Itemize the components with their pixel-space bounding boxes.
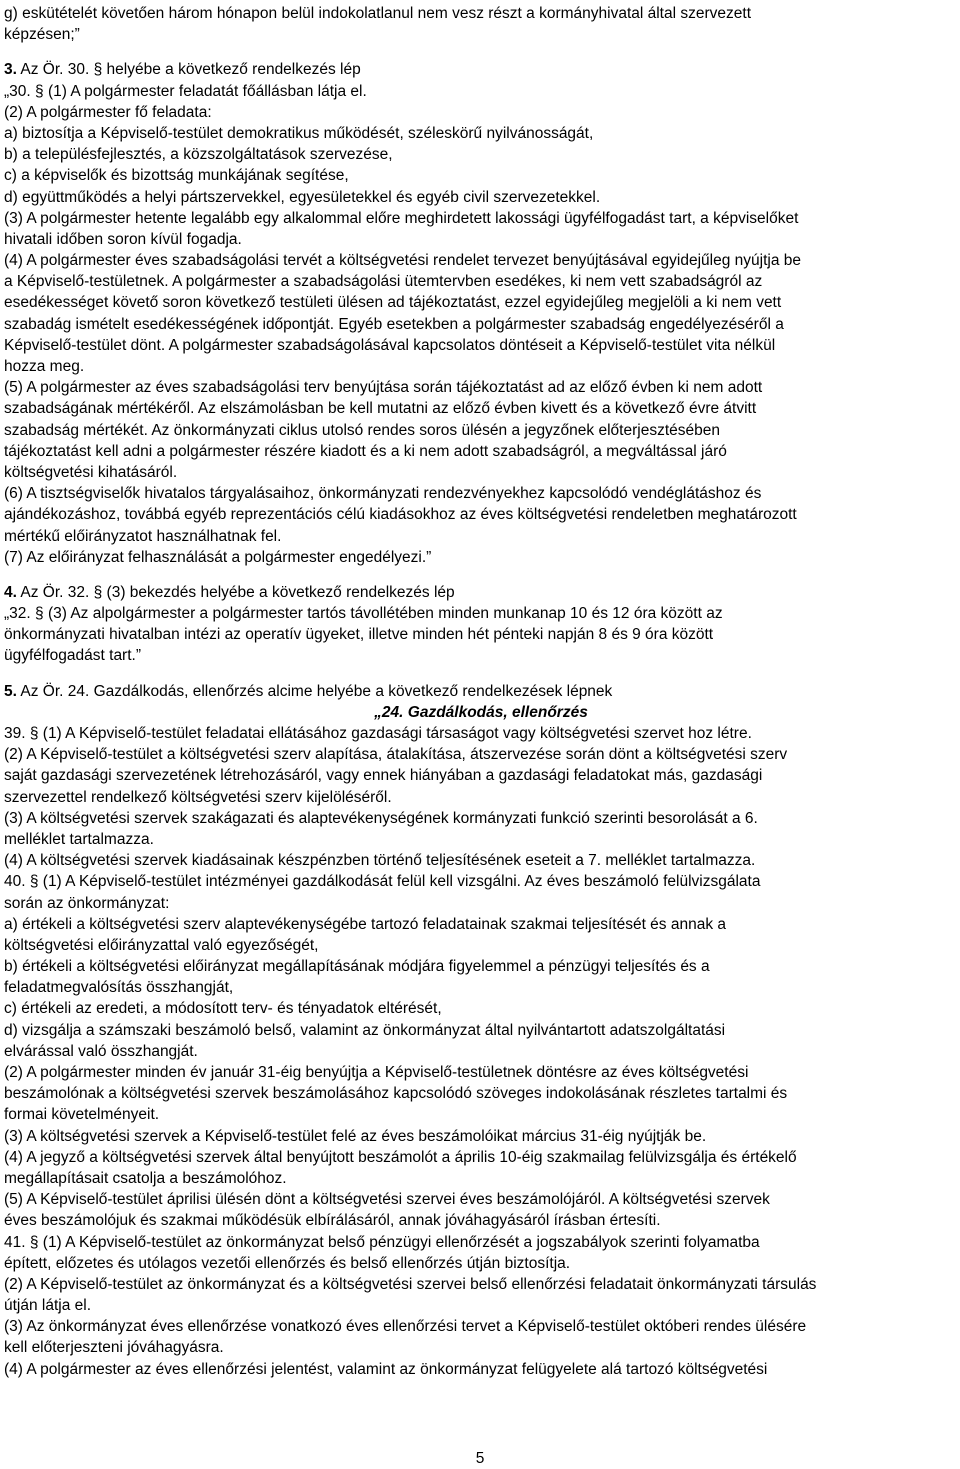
text-line: b) értékeli a költségvetési előirányzat megállapításának módjára figyelemmel a pénzügyi teljesítés és a	[4, 958, 710, 976]
text-line: a) értékeli a költségvetési szerv alaptevékenységébe tartozó feladatainak szakmai teljesítését és annak a	[4, 915, 727, 933]
text-line: 39. § (1) A Képviselő-testület feladatai ellátásához gazdasági társaságot vagy költségvetési szervet hoz létre.	[4, 725, 752, 742]
amendment-number: 3.	[4, 61, 17, 79]
amendment-heading-3	[4, 59, 958, 80]
paragraph-block-b	[4, 81, 958, 568]
text-line: ügyfélfogadást tart.”	[4, 647, 141, 665]
text-line: formai követelményeit.	[4, 1106, 160, 1124]
text-line: (2) A Képviselő-testület a költségvetési szerv alapítása, átalakítása, átszervezése során dönt a költségvetési szerv	[4, 746, 788, 764]
text-line: szabadságának mértékéről. Az elszámolásban be kell mutatni az előző évben kivett és a következő évre átvitt	[4, 400, 757, 418]
text-line: elvárással való összhangját.	[4, 1042, 198, 1060]
amendment-heading-5	[4, 681, 958, 702]
text-line: önkormányzati hivatalban intézi az operatív ügyeket, illetve minden hét pénteki napján 8 és 9 óra között	[4, 626, 714, 644]
text-line: (5) A Képviselő-testület áprilisi ülésén dönt a költségvetési szervei éves beszámolójáról. A költségvetési szervek	[4, 1191, 770, 1209]
text-line: (4) A költségvetési szervek kiadásainak készpénzben történő teljesítésének eseteit a 7. melléklet tartalmazza.	[4, 852, 756, 870]
text-line: (2) A polgármester minden év január 31-éig benyújtja a Képviselő-testületnek döntésre az éves költségvetési	[4, 1064, 749, 1081]
text-line: d) együttműködés a helyi pártszervekkel, egyesületekkel és egyéb civil szervezetekkel.	[4, 188, 601, 206]
text-line: (3) A költségvetési szervek a Képviselő-testület felé az éves beszámolóikat március 31-éig nyújtják be.	[4, 1127, 707, 1145]
text-line: (4) A polgármester éves szabadságolási tervét a költségvetési rendelet tervezet benyújtásával egyidejűleg nyújtja be	[4, 252, 801, 270]
text-line: (7) Az előirányzat felhasználását a polgármester engedélyezi.”	[4, 548, 432, 566]
text-line: feladatmegvalósítás összhangját,	[4, 979, 234, 997]
text-line: (3) A költségvetési szervek szakágazati és alaptevékenységének kormányzati funkció szerinti besorolását a 6.	[4, 809, 758, 827]
text-line: g) eskütételét követően három hónapon belül indokolatlanul nem vesz részt a kormányhivatal által szervezett	[4, 5, 751, 22]
text-line: költségvetési kihatásáról.	[4, 463, 178, 481]
text-line: (3) Az önkormányzat éves ellenőrzése vonatkozó éves ellenőrzési tervet a Képviselő-testület októberi rendes ülésére	[4, 1318, 807, 1336]
paragraph-block-a	[4, 3, 958, 45]
text-line: épített, előzetes és utólagos vezetői ellenőrzés és belső ellenőrzés útján biztosítja.	[4, 1254, 571, 1272]
text-line: megállapításait csatolja a beszámolóhoz.	[4, 1169, 287, 1187]
text-line: szabadág ismételt esedékességének időpontját. Egyéb esetekben a polgármester szabadság engedélyezéséről a	[4, 315, 784, 333]
text-line: a Képviselő-testületnek. A polgármester a szabadságolási ütemtervben esedékes, ki nem vett szabadságról az	[4, 273, 763, 291]
text-line: (6) A tisztségviselők hivatalos tárgyalásaihoz, önkormányzati rendezvényekhez kapcsolódó vendéglátáshoz és	[4, 485, 762, 503]
paragraph-block-d	[4, 723, 958, 1380]
text-line: d) vizsgálja a számszaki beszámoló belső, valamint az önkormányzat által nyilvántartott adatszolgáltatási	[4, 1021, 726, 1039]
text-line: 40. § (1) A Képviselő-testület intézményei gazdálkodását felül kell vizsgálni. Az éves beszámoló felülvizsgálata	[4, 873, 761, 891]
text-line: tájékoztatást kell adni a polgármester részére kiadott és a ki nem adott szabadságról, a megváltással járó	[4, 442, 727, 460]
text-line: (4) A polgármester az éves ellenőrzési jelentést, valamint az önkormányzat felügyelete alá tartozó költségvetési	[4, 1360, 768, 1378]
text-line: éves beszámolójuk és szakmai működésük elbírálásáról, annak jóváhagyásáról írásban értesíti.	[4, 1212, 661, 1230]
amendment-text: Az Ör. 30. § helyébe a következő rendelkezés lép	[16, 61, 361, 79]
text-line: útján látja el.	[4, 1297, 92, 1315]
text-line: a) biztosítja a Képviselő-testület demokratikus működését, széleskörű nyilvánosságát,	[4, 124, 594, 142]
text-line: (2) A polgármester fő feladata:	[4, 103, 212, 121]
text-line: c) a képviselők és bizottság munkájának segítése,	[4, 167, 349, 185]
text-line: (4) A jegyző a költségvetési szervek által benyújtott beszámolót a április 10-éig szakmailag felülvizsgálja és értékelő	[4, 1148, 797, 1166]
text-line: c) értékeli az eredeti, a módosított terv- és tényadatok eltérését,	[4, 1000, 442, 1018]
amendment-number: 4.	[4, 583, 17, 601]
text-line: (2) A Képviselő-testület az önkormányzat és a költségvetési szervei belső ellenőrzési feladatait önkormányzati társulás	[4, 1275, 817, 1293]
text-line: ajándékozáshoz, továbbá egyéb reprezentációs célú kiadásokhoz az éves költségvetési rendeletben meghatározott	[4, 506, 797, 524]
text-line: b) a településfejlesztés, a közszolgáltatások szervezése,	[4, 146, 393, 164]
spacer	[4, 667, 958, 681]
paragraph-block-c	[4, 603, 958, 667]
text-line: beszámolónak a költségvetési szervek beszámolásához kapcsolódó szöveges indokolásának részletes tartalmi és	[4, 1085, 788, 1103]
text-line: 41. § (1) A Képviselő-testület az önkormányzat belső pénzügyi ellenőrzését a jogszabályok szerinti folyamatba	[4, 1233, 760, 1251]
amendment-text: Az Ör. 32. § (3) bekezdés helyébe a következő rendelkezés lép	[16, 583, 455, 601]
text-line: kell előterjeszteni jóváhagyásra.	[4, 1339, 224, 1357]
document-body	[4, 3, 958, 1380]
text-line: saját gazdasági szervezetének létrehozásáról, vagy ennek hiányában a gazdasági feladatokat más, gazdasági	[4, 767, 763, 785]
amendment-heading-4	[4, 582, 958, 603]
text-line: mértékű előirányzatot használhatnak fel.	[4, 527, 282, 545]
text-line: költségvetési előirányzattal való egyezőségét,	[4, 936, 319, 954]
text-line: „30. § (1) A polgármester feladatát főállásban látja el.	[4, 82, 367, 100]
text-line: melléklet tartalmazza.	[4, 830, 154, 848]
text-line: során az önkormányzat:	[4, 894, 170, 912]
text-line: Képviselő-testület dönt. A polgármester szabadságolásával kapcsolatos döntéseit a Képviselő-testület vita nélkül	[4, 336, 776, 354]
section-title: „24. Gazdálkodás, ellenőrzés	[374, 703, 588, 721]
amendment-number: 5.	[4, 682, 17, 700]
text-line: szabadság mértékét. Az önkormányzati ciklus utolsó rendes soros ülésén a jegyzőnek előterjesztésében	[4, 421, 720, 439]
text-line: „32. § (3) Az alpolgármester a polgármester tartós távollétében minden munkanap 10 és 12 óra között az	[4, 605, 723, 623]
text-line: képzésen;”	[4, 26, 80, 44]
amendment-text: Az Ör. 24. Gazdálkodás, ellenőrzés alcime helyébe a következő rendelkezések lépnek	[16, 682, 613, 700]
text-line: hivatali időben soron kívül fogadja.	[4, 230, 242, 248]
text-line: szervezettel rendelkező költségvetési szerv kijelöléséről.	[4, 788, 392, 806]
text-line: (3) A polgármester hetente legalább egy alkalommal előre meghirdetett lakossági ügyfélfogadást tart, a képviselőket	[4, 209, 799, 227]
page-number: 5	[475, 1450, 485, 1467]
text-line: (5) A polgármester az éves szabadságolási terv benyújtása során tájékoztatást ad az előző évben ki nem adott	[4, 379, 763, 397]
spacer	[4, 568, 958, 582]
spacer	[4, 45, 958, 59]
text-line: hozza meg.	[4, 358, 85, 375]
text-line: esedékességet követő soron következő testületi ülésen ad tájékoztatást, ezzel egyidejűleg megjelöli a ki nem vett	[4, 294, 782, 312]
